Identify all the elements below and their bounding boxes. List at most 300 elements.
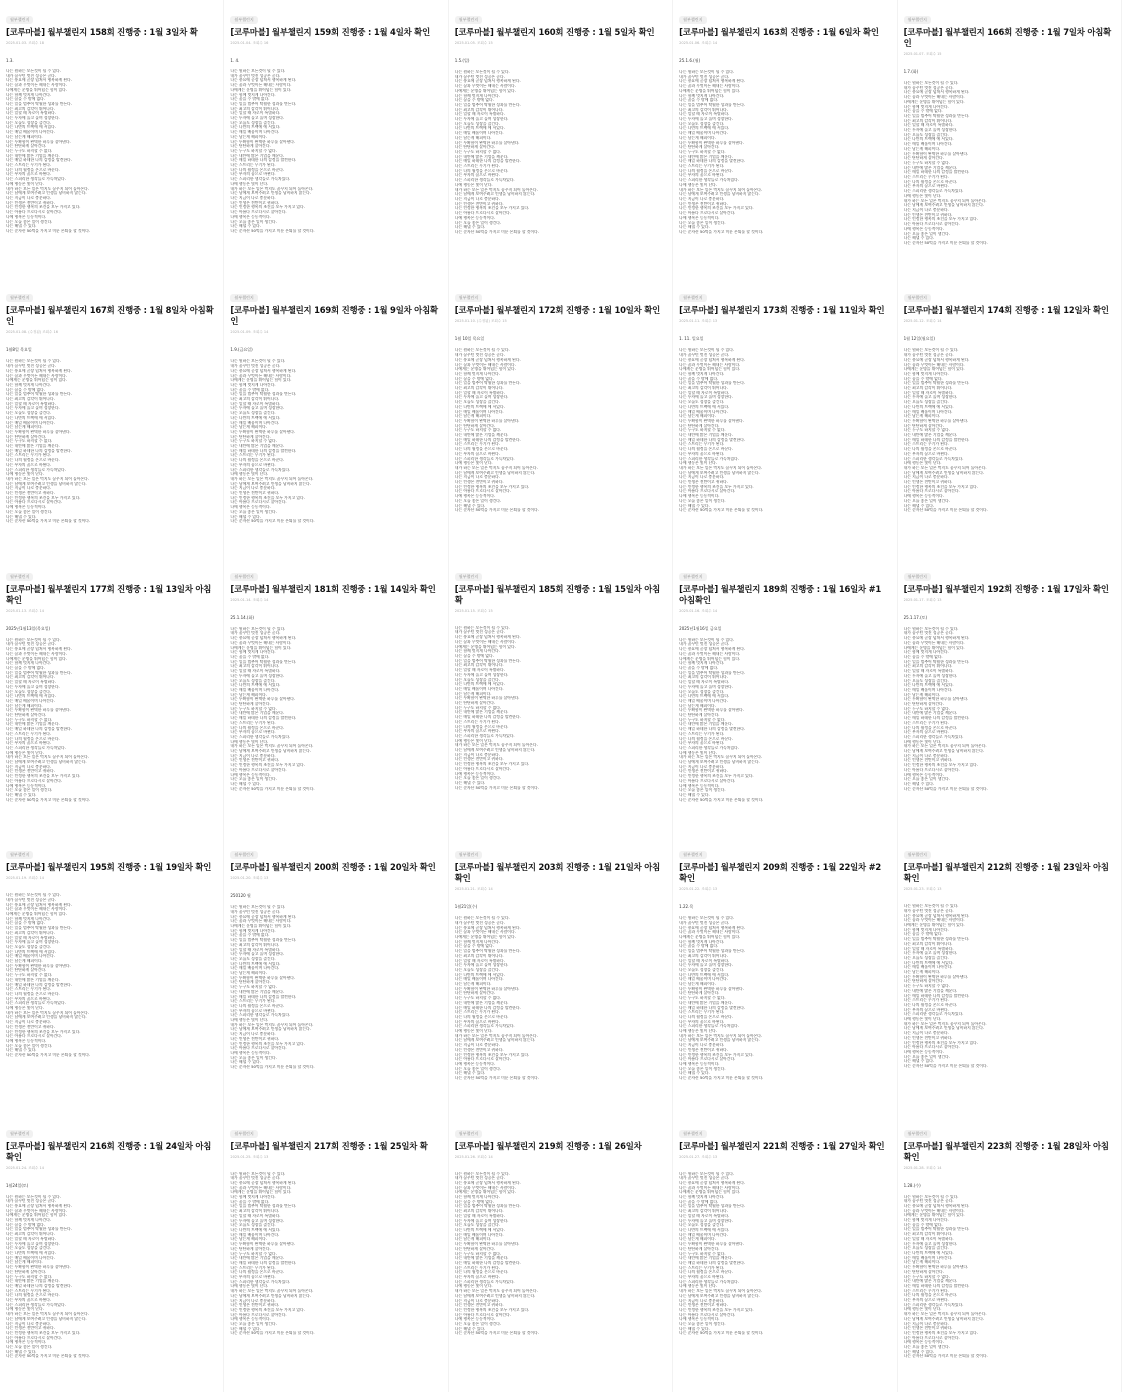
post-card[interactable] bbox=[0, 1114, 224, 1392]
affirmation-line: 나는 원하는 모든것이 될 수 있다. bbox=[230, 626, 286, 631]
affirmation-line: 나는 아름다 프로다시로 살아간다. bbox=[454, 1312, 511, 1317]
category-badge[interactable]: 월부챌린지 bbox=[904, 16, 931, 24]
post-title[interactable]: [코루마블] 월부챌린지 209회 진행중 : 1월 22일차 #2 확인 bbox=[679, 862, 882, 884]
post-title[interactable]: [코루마블] 월부챌린지 159회 진행중 : 1월 4일차 확인 bbox=[230, 27, 430, 37]
affirmation-line: 나에게는 운명을 뛰어넘는 힘이 있다. bbox=[679, 1190, 741, 1195]
category-badge[interactable]: 월부챌린지 bbox=[904, 1130, 931, 1138]
post-date: 2025년1월13일(목요일) bbox=[6, 625, 51, 631]
category-badge[interactable]: 월부챌린지 bbox=[6, 16, 33, 24]
affirmation-line: 나는 함께 멋지게 나아간다. bbox=[454, 939, 500, 944]
affirmation-line: 나는 인정한 행복의 조건을 모두 가지고 있다. bbox=[903, 217, 979, 222]
affirmation-line: 나는 아름다 프로다시로 살아간다. bbox=[679, 1312, 736, 1317]
affirmation-line: 나는 꿈을 수 밖에 없다. bbox=[679, 944, 719, 949]
post-title[interactable]: [코루마블] 월부챌린지 221회 진행중 : 1월 27일차 확인 bbox=[679, 1140, 885, 1151]
affirmation-line: 나에게는 운명을 뛰어넘는 힘이 있다. bbox=[454, 934, 516, 939]
affirmation-line: 나는 단단하게 살아간다. bbox=[454, 145, 496, 150]
affirmation-line: 나는 인정한 행복의 조건을 모두 가지고 있다. bbox=[679, 1307, 754, 1312]
affirmation-line: 나는 누구도 하지할 수 없다. bbox=[230, 1251, 277, 1256]
affirmation-line: 나는 오늘도 성장을 즐긴다. bbox=[903, 955, 949, 960]
affirmation-line: 나는 스피리한 생각들로 가득차있다. bbox=[230, 1279, 291, 1284]
affirmation-line: 나에게는 운명을 뛰어넘는 힘이 있다. bbox=[679, 656, 741, 661]
affirmation-line: 나는 꿈과 무엇이든 해내는 사람이다. bbox=[903, 1208, 965, 1213]
affirmation-line: 나는 일할 때 자로이 특별하다. bbox=[903, 123, 954, 128]
affirmation-line: 나는 나만의 트랙에 에 서있다. bbox=[903, 404, 954, 409]
affirmation-line: 나는 나만의 트랙에 에 서있다. bbox=[230, 683, 281, 688]
post-meta: 2025.01.10. (수정됨) 조회수 15 bbox=[454, 319, 507, 324]
affirmation-line: 나에 행복은 능동적이다. bbox=[230, 772, 271, 777]
category-badge[interactable]: 월부챌린지 bbox=[455, 851, 482, 859]
affirmation-line: 나는 남는게 해피이다. bbox=[903, 414, 941, 419]
post-card[interactable] bbox=[898, 0, 1122, 278]
category-badge[interactable]: 월부챌린지 bbox=[679, 16, 706, 24]
affirmation-line: 나는 해낼 수 있다. bbox=[6, 1048, 37, 1053]
category-badge[interactable]: 월부챌린지 bbox=[679, 294, 706, 302]
affirmation-line: 나는 부자의 꿈으로 바뀐다. bbox=[6, 172, 52, 177]
affirmation-line: 나는 오늘도 성장을 즐긴다. bbox=[903, 400, 949, 405]
affirmation-line: 나는 누구도 하지할 수 없다. bbox=[903, 428, 950, 433]
post-card[interactable] bbox=[898, 835, 1122, 1113]
affirmation-line: 나는 인생은 전반이고 귀하다. bbox=[454, 201, 504, 206]
affirmation-line: 나는 누구도 하지할 수 없다. bbox=[230, 706, 277, 711]
post-card[interactable] bbox=[449, 0, 673, 278]
affirmation-line: 나는 투자에 놀고 놀며 성장한다. bbox=[6, 684, 60, 689]
affirmation-line: 나는 오늘 좋은 일이 생긴다. bbox=[903, 498, 950, 503]
post-title[interactable]: [코루마블] 월부챌린지 185회 진행중 : 1월 15일차 아침확 bbox=[454, 583, 660, 605]
affirmation-line: 나는 스트리는 무기가 된다. bbox=[6, 453, 52, 458]
affirmation-line: 나는 인정한 행복의 조건을 모두 가지고 있다. bbox=[679, 206, 754, 211]
affirmation-line: 나는 나만의 트랙에 에 서있다. bbox=[230, 1228, 281, 1232]
affirmation-line: 나는 남는게 해피이다. bbox=[230, 425, 268, 430]
post-title[interactable]: [코루마블] 월부챌린지 172회 진행중 : 1월 10일차 확인 bbox=[454, 305, 660, 316]
affirmation-line: 나는 스피리한 생각들로 가득차있다. bbox=[230, 177, 291, 182]
affirmation-line: 나는 꿈을 수 밖에 없다. bbox=[679, 666, 719, 670]
category-badge[interactable]: 월부챌린지 bbox=[679, 851, 706, 859]
affirmation-line: 나에 행동은 빛이 난다. bbox=[903, 1307, 942, 1312]
affirmation-line: 나는 순자산 50억을 가지고 미룬 은퇴를 할 것이다. bbox=[230, 519, 315, 524]
affirmation-line: 나에게는 운명을 뛰어넘는 힘이 있다. bbox=[454, 367, 516, 372]
affirmation-line: 나는 함께 멋지게 나아간다. bbox=[679, 371, 725, 376]
affirmation-line: 나는 일을 멈추어 탁월한 성과를 만든다. bbox=[230, 392, 297, 397]
affirmation-line: 나는 누구도 하지할 수 없다. bbox=[454, 1251, 502, 1256]
affirmation-line: 내가 꿈꾸던 멋진 성공은 곧다. bbox=[6, 642, 57, 647]
affirmation-line: 나는 지금이 나로 충분하다. bbox=[230, 1298, 276, 1303]
affirmation-line: 나는 투확함이 완벽한 하루를 살아낸다. bbox=[903, 418, 969, 423]
post-date: 1.22.목 bbox=[679, 904, 694, 910]
post-title[interactable]: [코루마블] 월부챌린지 192회 진행중 : 1월 17일차 확인 bbox=[903, 583, 1109, 594]
affirmation-line: 나는 일할 때 자로이 특별하다. bbox=[679, 390, 730, 395]
category-badge[interactable]: 월부챌린지 bbox=[230, 1130, 257, 1138]
affirmation-line: 내가 하는 모든 일은 먹지도 꿈꾸지 되어 돌아온다. bbox=[6, 1010, 90, 1015]
affirmation-line: 나에 행복은 능동적이다. bbox=[6, 214, 47, 219]
post-title[interactable]: [코루마블] 월부챌린지 181회 진행중 : 1월 14일차 확인 bbox=[230, 583, 436, 594]
category-badge[interactable]: 월부챌린지 bbox=[455, 294, 482, 302]
affirmation-line: 나는 오늘 좋은 일이 생긴다. bbox=[454, 1066, 502, 1071]
affirmation-line: 나는 꿈을 수 밖에 없다. bbox=[679, 98, 719, 103]
affirmation-line: 나에 행동은 빛이 난다. bbox=[903, 1017, 942, 1022]
category-badge[interactable]: 월부챌린지 bbox=[6, 851, 33, 859]
category-badge[interactable]: 월부챌린지 bbox=[679, 1130, 706, 1138]
affirmation-line: 나는 누구도 하지할 수 없다. bbox=[230, 985, 277, 990]
post-card[interactable] bbox=[673, 278, 897, 556]
affirmation-line: 나는 함께 멋지게 나아간다. bbox=[454, 649, 500, 654]
category-badge[interactable]: 월부챌린지 bbox=[230, 573, 257, 581]
affirmation-line: 나는 아름다 프로다시로 살아간다. bbox=[230, 210, 287, 215]
affirmation-line: 나는 인생은 전반이고 귀하다. bbox=[6, 1024, 55, 1029]
post-title[interactable]: [코루마블] 월부챌린지 212회 진행중 : 1월 23일차 아침확인 bbox=[903, 862, 1109, 884]
affirmation-line: 나는 스피리한 생각들로 가득차있다. bbox=[903, 1302, 964, 1307]
affirmation-line: 나에 행복은 능동적이다. bbox=[903, 1049, 944, 1054]
affirmation-line: 나는 순자산 50억을 가지고 미룬 은퇴를 할 것이다. bbox=[230, 228, 315, 233]
post-title[interactable]: [코루마블] 월부챌린지 217회 진행중 : 1월 25일차 확 bbox=[230, 1140, 428, 1151]
affirmation-line: 나는 인생은 전반이고 귀하다. bbox=[679, 480, 729, 485]
post-title[interactable]: [코루마블] 월부챌린지 160회 진행중 : 1월 5일차 확인 bbox=[454, 27, 655, 37]
affirmation-line: 나는 순자산 50억을 가지고 미룬 은퇴를 할 것이다. bbox=[679, 508, 764, 513]
category-badge[interactable]: 월부챌린지 bbox=[904, 294, 931, 302]
affirmation-line: 나는 투확함이 완벽한 하루를 살아낸다. bbox=[454, 418, 520, 423]
affirmation-line: 나는 누구도 하지할 수 없다. bbox=[6, 1274, 53, 1279]
affirmation-line: 나는 일할 때 자로이 특별하다. bbox=[679, 1213, 730, 1218]
affirmation-line: 나는 인생은 전반이고 귀하다. bbox=[454, 757, 504, 762]
post-body bbox=[455, 70, 666, 235]
post-card[interactable] bbox=[224, 835, 448, 1113]
affirmation-line: 나는 순자산 50억을 가지고 미룬 은퇴를 할 것이다. bbox=[903, 1064, 988, 1069]
post-title[interactable]: [코루마블] 월부챌린지 177회 진행중 : 1월 13일차 아침확인 bbox=[6, 583, 212, 605]
affirmation-line: 나는 남에게 보여주려고 인생을 낭비하지 않는다. bbox=[903, 470, 985, 475]
post-title[interactable]: [코루마블] 월부챌린지 223회 진행중 : 1월 28일차 아침확인 bbox=[903, 1140, 1109, 1162]
affirmation-line: 나는 부자의 꿈으로 바뀐다. bbox=[230, 172, 276, 177]
affirmation-line: 나는 꿈을 수 밖에 없다. bbox=[454, 98, 494, 103]
affirmation-line: 나는 내안에 많은 기업을 깨운다. bbox=[454, 433, 509, 438]
affirmation-line: 나는 풍요에 곧장 넘쳐서 행복하게 된다. bbox=[6, 902, 72, 907]
affirmation-line: 나는 스트리는 무기가 된다. bbox=[903, 442, 949, 447]
affirmation-line: 나에 행복은 능동적이다. bbox=[679, 494, 720, 499]
affirmation-line: 내가 하는 모든 일은 먹지도 꿈꾸지 되어 돌아온다. bbox=[679, 1033, 763, 1038]
affirmation-line: 나는 남에게 보여주려고 인생을 낭비하지 않는다. bbox=[230, 1027, 311, 1032]
affirmation-line: 내가 하는 모든 일은 먹지도 꿈꾸지 되어 돌아온다. bbox=[454, 187, 538, 192]
post-card[interactable] bbox=[224, 278, 448, 556]
affirmation-line: 나는 오늘 좋은 일이 생긴다. bbox=[679, 1322, 726, 1327]
affirmation-line: 나는 오늘도 성장을 즐긴다. bbox=[230, 956, 276, 961]
affirmation-line: 나는 아름다 프로다시로 살아간다. bbox=[903, 1335, 960, 1340]
affirmation-line: 나는 함께 멋지게 나아간다. bbox=[454, 93, 500, 98]
affirmation-line: 나는 일을 멈추어 탁월한 성과를 만든다. bbox=[679, 381, 746, 386]
affirmation-line: 나는 남는게 해피이다. bbox=[679, 982, 716, 987]
affirmation-line: 내가 하는 모든 일은 먹지도 꿈꾸지 되어 돌아온다. bbox=[230, 1022, 314, 1027]
affirmation-line: 나는 풍요에 곧장 넘쳐서 행복하게 된다. bbox=[679, 647, 746, 652]
affirmation-line: 나는 함께 멋지게 나아간다. bbox=[230, 92, 276, 97]
affirmation-line: 나는 일할 때 자로이 특별하다. bbox=[454, 958, 505, 963]
category-badge[interactable]: 월부챌린지 bbox=[230, 851, 257, 859]
affirmation-line: 나는 인정한 행복의 조건을 모두 가지고 있다. bbox=[903, 1330, 979, 1335]
affirmation-line: 나는 아름다 프로다시로 살아간다. bbox=[230, 767, 287, 772]
post-title[interactable]: [코루마블] 월부챌린지 169회 진행중 : 1월 9일차 아침확인 bbox=[230, 305, 438, 327]
affirmation-line: 나에 행복은 능동적이다. bbox=[454, 215, 496, 220]
affirmation-line: 내가 하는 모든 일은 먹지도 꿈꾸지 되어 돌아온다. bbox=[454, 743, 538, 748]
post-card[interactable] bbox=[449, 1114, 673, 1392]
category-badge[interactable]: 월부챌린지 bbox=[679, 573, 706, 581]
category-badge[interactable]: 월부챌린지 bbox=[455, 573, 482, 581]
affirmation-line: 나에게는 운명을 뛰어넘는 힘이 있다. bbox=[230, 923, 292, 928]
affirmation-line: 나는 누구도 하지할 수 없다. bbox=[679, 1251, 726, 1256]
affirmation-line: 내가 하는 모든 일은 먹지도 꿈꾸지 되어 돌아온다. bbox=[679, 755, 763, 760]
affirmation-line: 나는 투자에 놀고 놀며 성장한다. bbox=[454, 1218, 509, 1223]
affirmation-line: 나는 원하는 모든것이 될 수 있다. bbox=[679, 1171, 735, 1176]
affirmation-line: 나는 단단하게 살아간다. bbox=[230, 702, 271, 707]
affirmation-line: 나는 나만의 트랙에 에 서있다. bbox=[679, 972, 730, 977]
affirmation-line: 나는 일할 때 자로이 특별하다. bbox=[230, 111, 281, 116]
affirmation-line: 나는 남는게 해피이다. bbox=[6, 959, 43, 964]
affirmation-line: 나는 나의 월정을 온으로 바꾼다. bbox=[679, 1014, 733, 1019]
category-badge[interactable]: 월부챌린지 bbox=[455, 16, 482, 24]
affirmation-line: 나는 스피리한 생각들로 가득차있다. bbox=[454, 1279, 515, 1284]
affirmation-line: 나는 누구도 하지할 수 없다. bbox=[6, 717, 53, 722]
affirmation-line: 나는 인정한 행복의 조건을 모두 가지고 있다. bbox=[230, 1041, 305, 1046]
affirmation-line: 나는 인정한 행복의 조건을 모두 가지고 있다. bbox=[903, 484, 979, 489]
affirmation-line: 나는 매일 하데한 나의 감정을 발견한다. bbox=[230, 1260, 297, 1265]
affirmation-line: 나는 인정한 행복의 조건을 모두 가지고 있다. bbox=[230, 763, 305, 768]
affirmation-line: 나는 꿈을 수 밖에 없다. bbox=[230, 97, 270, 102]
affirmation-line: 나는 함께 멋지게 나아간다. bbox=[6, 916, 52, 921]
affirmation-line: 나는 최고의 감각이 뛰어나다. bbox=[454, 386, 504, 391]
post-card[interactable] bbox=[673, 1114, 897, 1392]
post-body bbox=[679, 348, 890, 513]
affirmation-line: 나는 오늘 좋은 일이 생긴다. bbox=[454, 498, 502, 503]
affirmation-line: 나는 남에게 보여주려고 인생을 낭비하지 않는다. bbox=[6, 760, 87, 765]
affirmation-line: 나는 원하는 모든것이 될 수 있다. bbox=[679, 637, 735, 642]
affirmation-line: 나는 단단하게 살아간다. bbox=[903, 156, 944, 161]
affirmation-line: 나에게는 운명을 뛰어넘는 힘이 있다. bbox=[454, 1190, 516, 1195]
post-title[interactable]: [코루마블] 월부챌린지 158회 진행중 : 1월 3일차 확 bbox=[6, 27, 198, 37]
category-badge[interactable]: 월부챌린지 bbox=[6, 294, 33, 302]
affirmation-line: 나에게는 운명을 뛰어넘는 힘이 있다. bbox=[230, 378, 292, 383]
post-card[interactable] bbox=[898, 1114, 1122, 1392]
affirmation-line: 나는 나의 월정을 온으로 바꾼다. bbox=[6, 167, 60, 172]
post-title[interactable]: [코루마블] 월부챌린지 200회 진행중 : 1월 20일차 확인 bbox=[230, 862, 436, 873]
affirmation-line: 나는 스피리한 생각들로 가득차있다. bbox=[6, 1001, 66, 1006]
category-badge[interactable]: 월부챌린지 bbox=[904, 573, 931, 581]
affirmation-line: 나는 해낼 수 있다. bbox=[679, 503, 710, 508]
affirmation-line: 나는 오늘 좋은 일이 생긴다. bbox=[903, 1054, 950, 1059]
affirmation-line: 나는 부자의 꿈으로 바뀐다. bbox=[903, 730, 949, 735]
affirmation-line: 나는 인정한 행복의 조건을 모두 가지고 있다. bbox=[6, 205, 81, 210]
affirmation-line: 내가 꿈꾸던 멋진 성공은 곧다. bbox=[230, 73, 281, 78]
affirmation-line: 나는 누구도 하지할 수 없다. bbox=[454, 705, 502, 710]
affirmation-line: 나는 인생은 전반이고 귀하다. bbox=[230, 1303, 280, 1308]
post-title[interactable]: [코루마블] 월부챌린지 174회 진행중 : 1월 12일차 확인 bbox=[903, 305, 1109, 316]
post-card[interactable] bbox=[898, 278, 1122, 556]
affirmation-line: 나는 인정한 행복의 조건을 모두 가지고 있다. bbox=[679, 774, 754, 779]
affirmation-line: 나는 인생은 전반이고 귀하다. bbox=[903, 480, 953, 485]
affirmation-line: 내가 꿈꾸던 멋진 성공은 곧다. bbox=[230, 631, 281, 636]
affirmation-line: 내가 하는 모든 일은 먹지도 꿈꾸지 되어 돌아온다. bbox=[903, 1312, 987, 1317]
affirmation-line: 나는 해낼 수 있다. bbox=[6, 224, 37, 229]
affirmation-line: 나는 투확함이 완벽한 하루를 살아낸다. bbox=[679, 140, 744, 145]
affirmation-line: 나는 풍요에 곧장 넘쳐서 행복하게 된다. bbox=[679, 79, 746, 84]
affirmation-line: 나는 내안에 많은 기업을 깨운다. bbox=[679, 1000, 733, 1005]
post-meta: 2025.01.27. 조회수 13 bbox=[679, 1154, 718, 1159]
affirmation-line: 나는 일할 때 자로이 특별하다. bbox=[454, 668, 505, 673]
post-card[interactable] bbox=[0, 0, 224, 278]
post-card[interactable] bbox=[673, 835, 897, 1113]
affirmation-line: 나는 일을 멈추어 탁월한 성과를 만든다. bbox=[6, 392, 72, 397]
affirmation-line: 나는 단단하게 살아간다. bbox=[903, 979, 944, 984]
affirmation-line: 나는 일을 멈추어 탁월한 성과를 만든다. bbox=[903, 1227, 970, 1232]
affirmation-line: 나는 스트리는 무기가 된다. bbox=[454, 1265, 500, 1270]
affirmation-line: 나는 아름다 프로다시로 살아간다. bbox=[6, 1034, 63, 1039]
affirmation-line: 나는 꿈과 무엇이든 해내는 사람이다. bbox=[6, 1208, 68, 1213]
affirmation-line: 나는 내안에 많은 기업을 깨운다. bbox=[230, 989, 285, 994]
affirmation-line: 나는 남는게 해피이다. bbox=[6, 703, 43, 708]
post-card[interactable] bbox=[0, 835, 224, 1113]
affirmation-line: 나는 남에게 보여주려고 인생을 낭비하지 않는다. bbox=[230, 481, 311, 486]
affirmation-line: 나는 해낼 수 있다. bbox=[230, 224, 261, 229]
affirmation-line: 나는 아름다 프로다시로 살아간다. bbox=[6, 500, 63, 505]
affirmation-line: 나는 남는게 해피이다. bbox=[454, 414, 492, 419]
affirmation-line: 나는 남는게 해피이다. bbox=[679, 135, 716, 140]
affirmation-line: 나는 해낼 수 있다. bbox=[679, 1326, 710, 1331]
post-title[interactable]: [코루마블] 월부챌린지 216회 진행중 : 1월 24일차 아침확인 bbox=[6, 1140, 212, 1162]
affirmation-line: 나는 일을 멈추어 탁월한 성과를 만든다. bbox=[903, 659, 970, 664]
post-date: 1.28.(수) bbox=[903, 1182, 921, 1188]
affirmation-line: 나는 오늘 좋은 일이 생긴다. bbox=[903, 1345, 950, 1350]
post-card[interactable] bbox=[0, 557, 224, 835]
affirmation-line: 내가 하는 모든 일은 먹지도 꿈꾸지 되어 돌아온다. bbox=[230, 186, 314, 191]
affirmation-line: 나는 부자의 꿈으로 바뀐다. bbox=[454, 1275, 500, 1280]
affirmation-line: 나는 나의 월정을 온으로 바꾼다. bbox=[6, 736, 60, 741]
affirmation-line: 나에 행동은 빛이 난다. bbox=[454, 461, 493, 466]
affirmation-line: 나는 순자산 50억을 가지고 미룬 은퇴를 할 것이다. bbox=[454, 1331, 539, 1336]
affirmation-line: 나는 오늘도 성장을 즐긴다. bbox=[903, 132, 949, 137]
affirmation-line: 나는 최고의 감각이 뛰어나다. bbox=[679, 675, 729, 680]
post-title[interactable]: [코루마블] 월부챌린지 166회 진행중 : 1월 7일차 아침확인 bbox=[903, 27, 1112, 48]
affirmation-line: 나에 행동은 빛이 난다. bbox=[679, 750, 718, 755]
affirmation-line: 나는 원하는 모든것이 될 수 있다. bbox=[903, 348, 959, 353]
affirmation-line: 나는 꿈을 수 밖에 없다. bbox=[679, 1199, 719, 1204]
post-card[interactable] bbox=[898, 557, 1122, 835]
post-card[interactable] bbox=[673, 0, 897, 278]
post-body bbox=[230, 1172, 441, 1337]
affirmation-line: 나는 스피리한 생각들로 가득차있다. bbox=[454, 733, 515, 738]
affirmation-line: 나는 인정한 행복의 조건을 모두 가지고 있다. bbox=[903, 1040, 979, 1045]
post-meta: 2025.01.14. 조회수 14 bbox=[230, 597, 269, 602]
affirmation-line: 나는 누구도 하지할 수 없다. bbox=[679, 717, 726, 722]
post-card[interactable] bbox=[224, 0, 448, 278]
affirmation-line: 나는 최고의 감각이 뛰어나다. bbox=[230, 942, 280, 947]
affirmation-line: 나는 매일 배움이며 나아간다. bbox=[903, 409, 953, 414]
post-card[interactable] bbox=[449, 557, 673, 835]
affirmation-line: 내가 하는 모든 일은 먹지도 꿈꾸지 되어 돌아온다. bbox=[230, 744, 314, 749]
affirmation-line: 나는 원하는 모든것이 될 수 있다. bbox=[903, 626, 959, 631]
affirmation-line: 내가 하는 모든 일은 먹지도 꿈꾸지 되어 돌아온다. bbox=[230, 1289, 314, 1294]
affirmation-line: 나에 행동은 빛이 난다. bbox=[6, 472, 44, 477]
category-badge[interactable]: 월부챌린지 bbox=[6, 573, 33, 581]
affirmation-line: 나는 오늘 좋은 일이 생긴다. bbox=[230, 1055, 277, 1060]
affirmation-line: 나에게는 운명을 뛰어넘는 힘이 있다. bbox=[903, 367, 965, 372]
post-meta: 2025.01.03. 조회수 18 bbox=[6, 41, 44, 45]
affirmation-line: 나는 매일 하데한 나의 감정을 발견한다. bbox=[6, 158, 72, 163]
affirmation-line: 나는 해낼 수 있다. bbox=[230, 1326, 261, 1331]
post-card[interactable] bbox=[224, 557, 448, 835]
affirmation-line: 나는 오늘도 성장을 즐긴다. bbox=[679, 400, 725, 405]
affirmation-line: 나는 남에게 보여주려고 인생을 낭비하지 않는다. bbox=[230, 749, 311, 754]
post-title[interactable]: [코루마블] 월부챌린지 219회 진행중 : 1월 26일차 bbox=[454, 1140, 642, 1151]
affirmation-line: 나는 단단하게 살아간다. bbox=[230, 980, 271, 985]
affirmation-line: 나에 행복은 능동적이다. bbox=[454, 1061, 496, 1066]
affirmation-line: 나는 꿈과 무엇이든 해내는 사람이다. bbox=[230, 1185, 292, 1190]
affirmation-line: 나는 지금이 나로 충분하다. bbox=[679, 1043, 725, 1048]
affirmation-line: 나는 일을 멈추어 탁월한 성과를 만든다. bbox=[454, 102, 521, 107]
affirmation-line: 나는 인생은 전반이고 귀하다. bbox=[230, 491, 280, 496]
affirmation-line: 나는 스피리한 생각들로 가득차있다. bbox=[679, 178, 740, 183]
affirmation-line: 나는 내안에 많은 기업을 깨운다. bbox=[903, 165, 958, 170]
affirmation-line: 나는 꿈을 수 밖에 없다. bbox=[903, 109, 943, 114]
affirmation-line: 나는 풍요에 곧장 넘쳐서 행복하게 된다. bbox=[6, 1203, 72, 1208]
affirmation-line: 나는 나만의 트랙에 에 서있다. bbox=[230, 415, 281, 420]
affirmation-line: 나는 매일 배움이며 나아간다. bbox=[679, 409, 729, 414]
post-card[interactable] bbox=[449, 278, 673, 556]
affirmation-line: 나는 매일 하데한 나의 감정을 발견한다. bbox=[679, 1260, 746, 1265]
post-title[interactable]: [코루마블] 월부챌린지 189회 진행중 : 1월 16일차 #1 아침확인 bbox=[679, 583, 882, 605]
post-card[interactable] bbox=[0, 278, 224, 556]
affirmation-line: 나는 매일 배움이며 나아간다. bbox=[903, 687, 953, 692]
category-badge[interactable]: 월부챌린지 bbox=[230, 16, 257, 24]
affirmation-line: 나는 원하는 모든것이 될 수 있다. bbox=[903, 1194, 959, 1199]
affirmation-line: 나는 나의 월정을 온으로 바꾼다. bbox=[903, 447, 958, 452]
affirmation-line: 나는 스피리한 생각들로 가득차있다. bbox=[230, 1013, 291, 1018]
affirmation-line: 나는 스트리는 무기가 된다. bbox=[230, 163, 276, 168]
affirmation-line: 나는 오늘도 성장을 즐긴다. bbox=[6, 120, 52, 125]
affirmation-line: 나는 매일 하데한 나의 감정을 발견한다. bbox=[230, 448, 297, 453]
post-title[interactable]: [코루마블] 월부챌린지 163회 진행중 : 1월 6일차 확인 bbox=[679, 27, 879, 37]
post-title[interactable]: [코루마블] 월부챌린지 173회 진행중 : 1월 11일차 확인 bbox=[679, 305, 885, 316]
affirmation-line: 나에 행동은 빛이 난다. bbox=[679, 182, 718, 187]
post-date: 1.9.(금요일) bbox=[230, 347, 253, 353]
affirmation-line: 나는 아름다 프로다시로 살아간다. bbox=[6, 210, 63, 215]
affirmation-line: 나는 매일 배움이며 나아간다. bbox=[454, 131, 504, 136]
post-card[interactable] bbox=[673, 557, 897, 835]
post-title[interactable]: [코루마블] 월부챌린지 167회 진행중 : 1월 8일차 아침확인 bbox=[6, 305, 214, 327]
post-title[interactable]: [코루마블] 월부챌린지 203회 진행중 : 1월 21일차 아침확인 bbox=[454, 862, 660, 884]
affirmation-line: 나에 행동은 빛이 난다. bbox=[454, 1029, 493, 1034]
category-badge[interactable]: 월부챌린지 bbox=[230, 294, 257, 302]
post-card[interactable] bbox=[224, 1114, 448, 1392]
affirmation-line: 나는 오늘도 성장을 즐긴다. bbox=[903, 678, 949, 683]
affirmation-line: 나는 나만의 트랙에 에 서있다. bbox=[6, 949, 57, 954]
affirmation-line: 나에게는 운명을 뛰어넘는 힘이 있다. bbox=[454, 644, 516, 649]
affirmation-line: 나는 단단하게 살아간다. bbox=[903, 702, 944, 707]
affirmation-line: 나는 최고의 감각이 뛰어나다. bbox=[454, 663, 504, 668]
affirmation-line: 나는 오늘 좋은 일이 생긴다. bbox=[230, 219, 277, 224]
affirmation-line: 나는 매일 배움이며 나아간다. bbox=[6, 954, 55, 959]
post-title[interactable]: [코루마블] 월부챌린지 195회 진행중 : 1월 19일차 확인 bbox=[6, 862, 212, 873]
affirmation-line: 나는 일을 멈추어 탁월한 성과를 만든다. bbox=[6, 926, 72, 931]
affirmation-line: 나는 최고의 감각이 뛰어나다. bbox=[903, 664, 953, 669]
category-badge[interactable]: 월부챌린지 bbox=[455, 1130, 482, 1138]
affirmation-line: 나는 인생은 전반이고 귀하다. bbox=[679, 1047, 729, 1052]
affirmation-line: 나는 매일 배움이며 나아간다. bbox=[454, 1232, 504, 1237]
affirmation-line: 나는 인정한 행복의 조건을 모두 가지고 있다. bbox=[230, 495, 305, 500]
affirmation-line: 나는 남는게 해피이다. bbox=[230, 134, 268, 139]
category-badge[interactable]: 월부챌린지 bbox=[904, 851, 931, 859]
affirmation-line: 나는 꿈과 무엇이든 해내는 사람이다. bbox=[230, 919, 292, 924]
affirmation-line: 나는 매일 하데한 나의 감정을 발견한다. bbox=[903, 993, 970, 998]
affirmation-line: 나는 오늘도 성장을 즐긴다. bbox=[6, 411, 52, 416]
affirmation-line: 나는 남는게 해피이다. bbox=[230, 692, 268, 697]
category-badge[interactable]: 월부챌린지 bbox=[6, 1130, 33, 1138]
affirmation-line: 나는 남에게 보여주려고 인생을 낭비하지 않는다. bbox=[679, 470, 760, 475]
post-card[interactable] bbox=[449, 835, 673, 1113]
affirmation-line: 나는 나만의 트랙에 에 서있다. bbox=[454, 126, 505, 131]
